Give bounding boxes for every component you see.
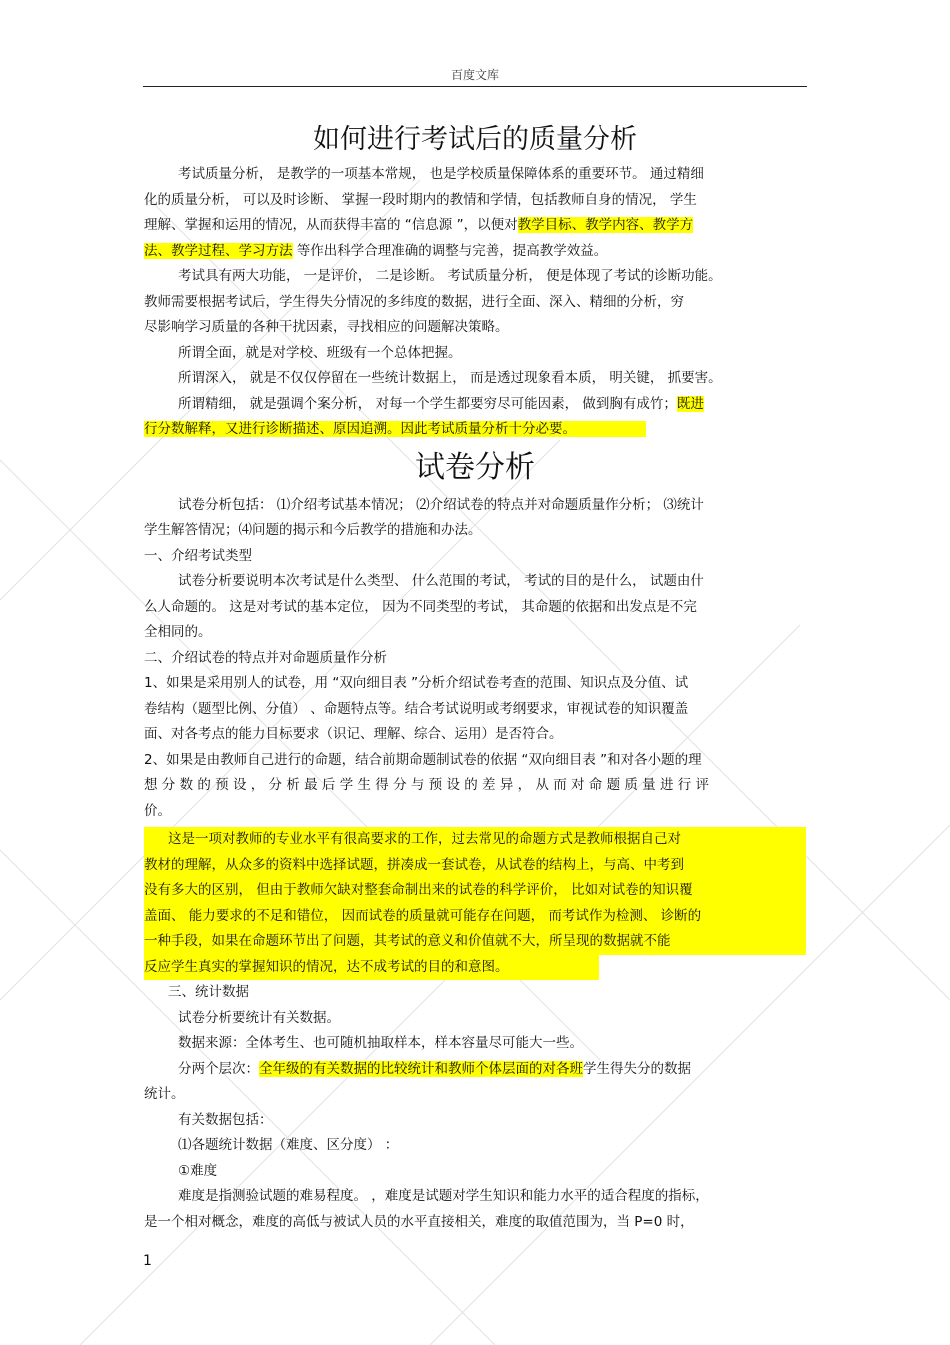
header-rule [143, 86, 807, 87]
paragraph-line: 1、如果是采用别人的试卷，用 “双向细目表 ”分析介绍试卷考查的范围、知识点及分值、试 [144, 675, 689, 691]
highlighted-block [144, 827, 806, 980]
paragraph-line: 考试具有两大功能， 一是评价， 二是诊断。 考试质量分析， 便是体现了考试的诊断功能。 [178, 268, 722, 284]
paragraph-line: ⑴各题统计数据（难度、区分度） ： [178, 1137, 399, 1153]
text-run: 学生得失分的数据 [583, 1060, 691, 1077]
main-title: 如何进行考试后的质量分析 [313, 124, 637, 155]
highlighted-text: 行分数解释，又进行诊断描述、原因追溯。因此考试质量分析十分必要。 [144, 421, 646, 437]
paragraph-line: 所谓深入， 就是不仅仅停留在一些统计数据上， 而是透过现象看本质， 明关键， 抓要害。 [178, 370, 722, 386]
paragraph-line: 卷结构（题型比例、分值） 、命题特点等。结合考试说明或考纲要求，审视试卷的知识覆盖 [144, 700, 689, 717]
paragraph-line: 有关数据包括： [178, 1111, 273, 1128]
paragraph-line: 面、对各考点的能力目标要求（识记、理解、综合、运用）是否符合。 [144, 726, 563, 742]
paragraph-line [144, 417, 806, 443]
section-heading: 二、介绍试卷的特点并对命题质量作分析 [144, 649, 387, 666]
paragraph-line: 么人命题的。 这是对考试的基本定位， 因为不同类型的考试， 其命题的依据和出发点是不完 [144, 598, 697, 615]
page-header: 百度文库 [450, 68, 499, 82]
text-run: 分两个层次： [178, 1060, 259, 1077]
paragraph-line: 数据来源：全体考生、也可随机抽取样本，样本容量尽可能大一些。 [178, 1035, 583, 1051]
section-heading: 三、统计数据 [168, 984, 249, 1000]
paragraph-line: 尽影响学习质量的各种干扰因素，寻找相应的问题解决策略。 [144, 319, 509, 335]
highlighted-line: 反应学生真实的掌握知识的情况，达不成考试的目的和意图。 [144, 955, 599, 981]
highlighted-text: 既进 [676, 395, 704, 412]
paragraph-line: 价。 [144, 802, 171, 819]
highlighted-text: 教学目标、教学内容、教学方 [517, 217, 694, 233]
highlighted-text: 全年级的有关数据的比较统计和教师个体层面的对各班 [259, 1060, 583, 1077]
paragraph-line: 考试质量分析， 是教学的一项基本常规， 也是学校质量保障体系的重要环节。 通过精细 [178, 166, 704, 182]
paragraph-line: 教师需要根据考试后，学生得失分情况的多纬度的数据，进行全面、深入、精细的分析，穷 [144, 293, 684, 310]
highlighted-line: 教材的理解，从众多的资料中选择试题，拼凑成一套试卷，从试卷的结构上，与高、中考到 [144, 853, 806, 879]
paragraph-line [144, 1057, 806, 1083]
text-run: 所谓精细， 就是强调个案分析， 对每一个学生都要穷尽可能因素， 做到胸有成竹； [178, 395, 677, 412]
paragraph-line: 难度是指测验试题的难易程度。 ，难度是试题对学生知识和能力水平的适合程度的指标， [178, 1188, 709, 1204]
paragraph-line: 试卷分析包括： ⑴介绍考试基本情况； ⑵介绍试卷的特点并对命题质量作分析； ⑶统计 [178, 496, 704, 513]
page-number: 1 [143, 1253, 152, 1269]
highlighted-line: 一种手段，如果在命题环节出了问题，其考试的意义和价值就不大，所呈现的数据就不能 [144, 929, 806, 955]
paragraph-line: 试卷分析要说明本次考试是什么类型、 什么范围的考试， 考试的目的是什么， 试题由什 [178, 573, 704, 589]
paragraph-line: 是一个相对概念，难度的高低与被试人员的水平直接相关，难度的取值范围为，当 P=0 时， [144, 1213, 694, 1230]
section-heading: 一、介绍考试类型 [144, 547, 252, 564]
text-run: 理解、掌握和运用的情况，从而获得丰富的 “信息源 ”，以便对 [144, 217, 518, 233]
paragraph-line: 想 分 数 的 预 设 ， 分 析 最 后 学 生 得 分 与 预 设 的 差 异 ， 从 而 对 命 题 质 量 进 行 评 [144, 777, 710, 793]
document-body [144, 118, 806, 1235]
paragraph-line: 全相同的。 [144, 624, 212, 640]
highlighted-line: 这是一项对教师的专业水平有很高要求的工作，过去常见的命题方式是教师根据自己对 [144, 827, 806, 853]
paragraph-line [144, 392, 806, 418]
highlighted-line: 没有多大的区别， 但由于教师欠缺对整套命制出来的试卷的科学评价， 比如对试卷的知识覆 [144, 878, 806, 904]
highlighted-line: 盖面、 能力要求的不足和错位， 因而试卷的质量就可能存在问题， 而考试作为检测、 诊断的 [144, 904, 806, 930]
paragraph-line: 学生解答情况；⑷问题的揭示和今后教学的措施和办法。 [144, 522, 482, 538]
paragraph-line: 统计。 [144, 1086, 185, 1102]
paragraph-line: 化的质量分析， 可以及时诊断、 掌握一段时期内的教情和学情，包括教师自身的情况， 学生 [144, 191, 697, 208]
highlighted-text: 法、教学过程、学习方法 [144, 242, 293, 259]
paragraph-line: 2、如果是由教师自己进行的命题，结合前期命题制试卷的依据 “双向细目表 ”和对各小题的理 [144, 751, 702, 768]
paragraph-line: 试卷分析要统计有关数据。 [178, 1009, 340, 1026]
paragraph-line: ①难度 [178, 1162, 218, 1179]
paragraph-line: 所谓全面，就是对学校、班级有一个总体把握。 [178, 344, 462, 361]
paragraph-line [144, 239, 806, 265]
text-run: 等作出科学合理准确的调整与完善，提高教学效益。 [292, 242, 608, 259]
paragraph-line [144, 213, 806, 239]
section-title: 试卷分析 [415, 449, 535, 485]
